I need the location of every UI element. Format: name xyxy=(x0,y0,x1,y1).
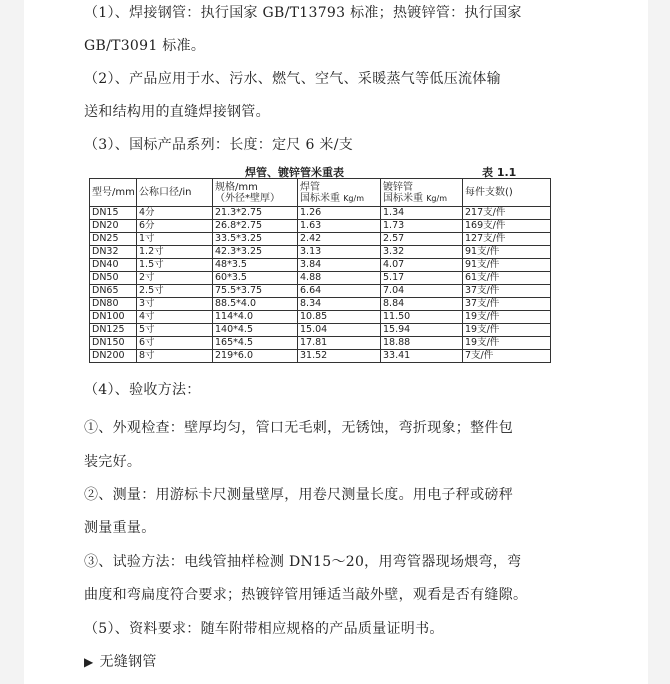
cell-pieces: 19支/件 xyxy=(463,324,551,337)
cell-pieces: 19支/件 xyxy=(463,337,551,350)
paragraph-3: （3）、国标产品系列：长度：定尺 6 米/支 xyxy=(84,137,354,153)
cell-nominal-diameter: 2.5寸 xyxy=(137,285,213,298)
header-pieces-per-bundle: 每件支数() xyxy=(463,179,551,207)
cell-model: DN40 xyxy=(90,259,137,272)
header-galvanized-pipe-weight: 镀锌管 国标米重 Kg/m xyxy=(381,179,463,207)
table-row xyxy=(90,350,551,363)
paragraph-6-line-2: 测量重量。 xyxy=(84,520,156,536)
cell-welded-weight: 3.13 xyxy=(298,246,381,259)
cell-spec: 60*3.5 xyxy=(213,272,298,285)
cell-pieces: 127支/件 xyxy=(463,233,551,246)
cell-nominal-diameter: 1寸 xyxy=(137,233,213,246)
cell-model: DN50 xyxy=(90,272,137,285)
cell-model: DN20 xyxy=(90,220,137,233)
cell-welded-weight: 6.64 xyxy=(298,285,381,298)
cell-galvanized-weight: 15.94 xyxy=(381,324,463,337)
header-spec: 规格/mm （外径*壁厚） xyxy=(213,179,298,207)
paragraph-5-line-2: 装完好。 xyxy=(84,454,142,470)
cell-pieces: 217支/件 xyxy=(463,207,551,220)
paragraph-2-line-2: 送和结构用的直缝焊接钢管。 xyxy=(84,104,270,120)
cell-model: DN80 xyxy=(90,298,137,311)
cell-nominal-diameter: 4寸 xyxy=(137,311,213,324)
table-row xyxy=(90,285,551,298)
header-model: 型号/mm xyxy=(90,179,137,207)
table-row xyxy=(90,324,551,337)
cell-galvanized-weight: 1.73 xyxy=(381,220,463,233)
cell-model: DN200 xyxy=(90,350,137,363)
paragraph-1-line-1: （1）、焊接钢管：执行国家 GB/T13793 标准；热镀锌管：执行国家 xyxy=(84,5,522,21)
cell-spec: 75.5*3.75 xyxy=(213,285,298,298)
cell-nominal-diameter: 4分 xyxy=(137,207,213,220)
cell-spec: 165*4.5 xyxy=(213,337,298,350)
cell-pieces: 7支/件 xyxy=(463,350,551,363)
cell-spec: 140*4.5 xyxy=(213,324,298,337)
cell-pieces: 91支/件 xyxy=(463,246,551,259)
table-title: 焊管、镀锌管米重表 xyxy=(245,166,344,179)
paragraph-4: （4）、验收方法： xyxy=(84,382,201,398)
cell-model: DN32 xyxy=(90,246,137,259)
paragraph-2-line-1: （2）、产品应用于水、污水、燃气、空气、采暖蒸气等低压流体输 xyxy=(84,71,501,87)
cell-galvanized-weight: 2.57 xyxy=(381,233,463,246)
cell-model: DN25 xyxy=(90,233,137,246)
cell-nominal-diameter: 1.5寸 xyxy=(137,259,213,272)
cell-pieces: 37支/件 xyxy=(463,285,551,298)
cell-welded-weight: 4.88 xyxy=(298,272,381,285)
paragraph-9-text: 无缝钢管 xyxy=(99,654,157,670)
table-row xyxy=(90,298,551,311)
cell-welded-weight: 31.52 xyxy=(298,350,381,363)
paragraph-6-line-1: ②、测量：用游标卡尺测量壁厚，用卷尺测量长度。用电子秤或磅秤 xyxy=(84,487,513,503)
table-row xyxy=(90,311,551,324)
triangle-bullet-icon: ▶ xyxy=(84,655,94,669)
cell-welded-weight: 3.84 xyxy=(298,259,381,272)
cell-galvanized-weight: 11.50 xyxy=(381,311,463,324)
cell-spec: 42.3*3.25 xyxy=(213,246,298,259)
cell-model: DN65 xyxy=(90,285,137,298)
table-row xyxy=(90,259,551,272)
cell-nominal-diameter: 2寸 xyxy=(137,272,213,285)
cell-nominal-diameter: 5寸 xyxy=(137,324,213,337)
cell-galvanized-weight: 8.84 xyxy=(381,298,463,311)
table-row xyxy=(90,207,551,220)
cell-galvanized-weight: 1.34 xyxy=(381,207,463,220)
table-row xyxy=(90,272,551,285)
cell-pieces: 61支/件 xyxy=(463,272,551,285)
cell-pieces: 91支/件 xyxy=(463,259,551,272)
cell-pieces: 169支/件 xyxy=(463,220,551,233)
cell-model: DN100 xyxy=(90,311,137,324)
cell-model: DN125 xyxy=(90,324,137,337)
cell-nominal-diameter: 3寸 xyxy=(137,298,213,311)
cell-nominal-diameter: 6分 xyxy=(137,220,213,233)
cell-spec: 33.5*3.25 xyxy=(213,233,298,246)
cell-galvanized-weight: 5.17 xyxy=(381,272,463,285)
paragraph-1-line-2: GB/T3091 标准。 xyxy=(84,38,206,54)
pipe-weight-table xyxy=(89,178,551,363)
cell-pieces: 37支/件 xyxy=(463,298,551,311)
cell-galvanized-weight: 3.32 xyxy=(381,246,463,259)
cell-welded-weight: 17.81 xyxy=(298,337,381,350)
paragraph-7-line-1: ③、试验方法：电线管抽样检测 DN15～20，用弯管器现场煨弯，弯 xyxy=(84,554,522,570)
cell-welded-weight: 2.42 xyxy=(298,233,381,246)
cell-welded-weight: 8.34 xyxy=(298,298,381,311)
cell-spec: 219*6.0 xyxy=(213,350,298,363)
header-nominal-diameter: 公称口径/in xyxy=(137,179,213,207)
cell-spec: 48*3.5 xyxy=(213,259,298,272)
table-row xyxy=(90,337,551,350)
cell-galvanized-weight: 4.07 xyxy=(381,259,463,272)
cell-model: DN15 xyxy=(90,207,137,220)
cell-welded-weight: 1.63 xyxy=(298,220,381,233)
cell-spec: 21.3*2.75 xyxy=(213,207,298,220)
cell-nominal-diameter: 8寸 xyxy=(137,350,213,363)
paragraph-9 xyxy=(84,652,554,672)
cell-pieces: 19支/件 xyxy=(463,311,551,324)
cell-nominal-diameter: 6寸 xyxy=(137,337,213,350)
cell-galvanized-weight: 18.88 xyxy=(381,337,463,350)
cell-spec: 26.8*2.75 xyxy=(213,220,298,233)
paragraph-5-line-1: ①、外观检查：壁厚均匀，管口无毛刺，无锈蚀，弯折现象；整件包 xyxy=(84,420,513,436)
table-row xyxy=(90,233,551,246)
table-header-row xyxy=(90,179,551,207)
table-row xyxy=(90,220,551,233)
cell-nominal-diameter: 1.2寸 xyxy=(137,246,213,259)
table-number: 表 1.1 xyxy=(482,166,517,179)
cell-galvanized-weight: 7.04 xyxy=(381,285,463,298)
cell-spec: 88.5*4.0 xyxy=(213,298,298,311)
cell-model: DN150 xyxy=(90,337,137,350)
cell-welded-weight: 1.26 xyxy=(298,207,381,220)
cell-spec: 114*4.0 xyxy=(213,311,298,324)
cell-galvanized-weight: 33.41 xyxy=(381,350,463,363)
paragraph-7-line-2: 曲度和弯扁度符合要求；热镀锌管用锤适当敲外壁，观看是否有缝隙。 xyxy=(84,587,528,603)
header-welded-pipe-weight: 焊管 国标米重 Kg/m xyxy=(298,179,381,207)
paragraph-8: （5）、资料要求：随车附带相应规格的产品质量证明书。 xyxy=(84,621,444,637)
table-row xyxy=(90,246,551,259)
cell-welded-weight: 15.04 xyxy=(298,324,381,337)
cell-welded-weight: 10.85 xyxy=(298,311,381,324)
